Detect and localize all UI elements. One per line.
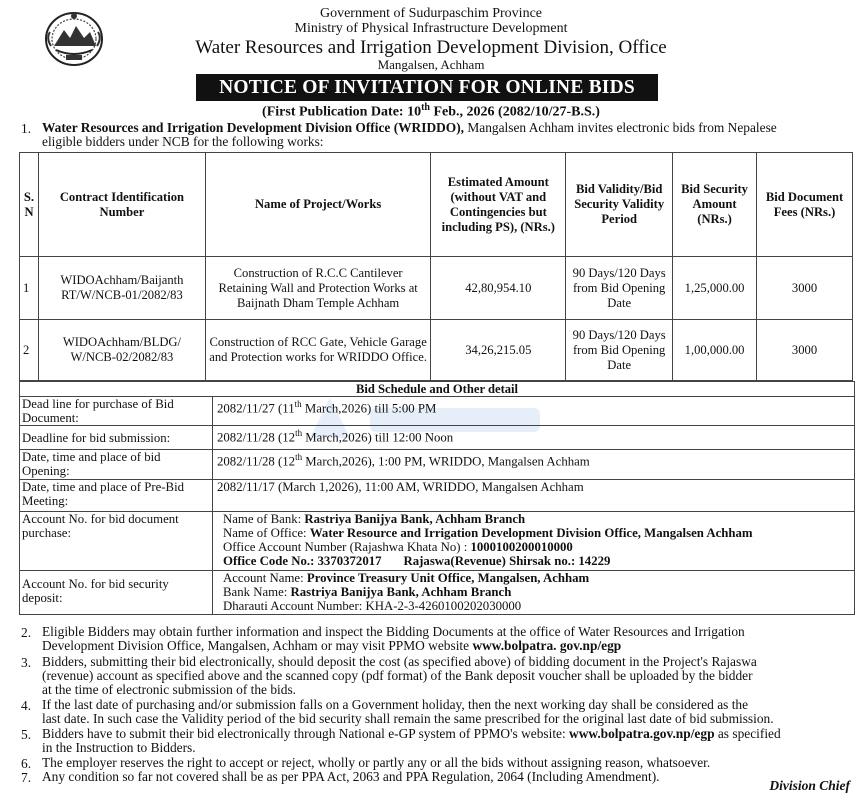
ministry-line: Ministry of Physical Infrastructure Development xyxy=(294,21,568,36)
schedule-table xyxy=(19,396,855,615)
row-bid-security: 1,25,000.00 xyxy=(673,257,757,320)
header-sn: S. N xyxy=(20,153,39,257)
note-item: Any condition so far not covered shall be as per PPA Act, 2063 and PPA Regulation, 2064 (Including Amendment). xyxy=(42,769,660,784)
header-document-fees: Bid Document Fees (NRs.) xyxy=(757,153,853,257)
header-project-name: Name of Project/Works xyxy=(205,153,431,257)
publication-date: (First Publication Date: 10th Feb., 2026 (2082/10/27-B.S.) xyxy=(262,102,600,120)
row-sn: 2 xyxy=(20,320,39,381)
notice-title: NOTICE OF INVITATION FOR ONLINE BIDS xyxy=(196,74,658,101)
row-bid-validity: 90 Days/120 Days from Bid Opening Date xyxy=(566,320,673,381)
note-number: 2. xyxy=(21,625,32,640)
note-item: If the last date of purchasing and/or submission falls on a Government holiday, then the next working day shall be considered as the last date. In such case the Validity period of the bid security shall remain the same prescribed for the original last date of bid submission. xyxy=(42,697,774,726)
intro-number: 1. xyxy=(21,121,32,136)
row-bid-validity: 90 Days/120 Days from Bid Opening Date xyxy=(566,257,673,320)
note-item: Eligible Bidders may obtain further information and inspect the Bidding Documents at the office of Water Resources and Irrigation Development Division Office, Mangalsen, Achham or may visit PPMO website www.bolpatra. gov.np/egp xyxy=(42,624,745,653)
office-location: Mangalsen, Achham xyxy=(377,57,485,72)
row-bid-security: 1,00,000.00 xyxy=(673,320,757,381)
note-number: 5. xyxy=(21,727,32,742)
row-estimated-amount: 34,26,215.05 xyxy=(431,320,566,381)
schedule-label: Dead line for purchase of Bid Document: xyxy=(20,397,213,426)
row-project-name: Construction of RCC Gate, Vehicle Garage and Protection works for WRIDDO Office. xyxy=(205,320,431,381)
row-document-fees: 3000 xyxy=(757,320,853,381)
signature-title: Division Chief xyxy=(769,778,850,793)
header-bid-security: Bid Security Amount (NRs.) xyxy=(673,153,757,257)
header-estimated-amount: Estimated Amount (without VAT and Contingencies but including PS), (NRs.) xyxy=(431,153,566,257)
schedule-row-document-account xyxy=(20,512,855,571)
schedule-row-submission-deadline xyxy=(20,426,855,450)
note-number: 4. xyxy=(21,698,32,713)
schedule-title: Bid Schedule and Other detail xyxy=(19,381,855,397)
schedule-label: Deadline for bid submission: xyxy=(20,426,213,450)
schedule-value: 2082/11/27 (11th March,2026) till 5:00 PM xyxy=(213,397,855,426)
schedule-label: Date, time and place of bid Opening: xyxy=(20,450,213,480)
table-row xyxy=(20,320,853,381)
government-line: Government of Sudurpaschim Province xyxy=(319,6,542,21)
table-row xyxy=(20,257,853,320)
schedule-value: Account Name: Province Treasury Unit Office, Mangalsen, Achham Bank Name: Rastriya Banijya Bank, Achham Branch Dharauti Account Number: KHA-2-3-4260100202030000 xyxy=(213,571,855,615)
row-estimated-amount: 42,80,954.10 xyxy=(431,257,566,320)
row-sn: 1 xyxy=(20,257,39,320)
note-number: 3. xyxy=(21,655,32,670)
schedule-label: Account No. for bid security deposit: xyxy=(20,571,213,615)
schedule-row-prebid xyxy=(20,480,855,512)
note-number: 7. xyxy=(21,770,32,785)
header-contract-id: Contract Identification Number xyxy=(38,153,205,257)
table-header-row xyxy=(20,153,853,257)
note-item: The employer reserves the right to accept or reject, wholly or partly any or all the bids without assigning reason, whatsoever. xyxy=(42,755,711,770)
schedule-row-bid-opening xyxy=(20,450,855,480)
intro-paragraph: Water Resources and Irrigation Development Division Office (WRIDDO), Mangalsen Achham invites electronic bids from Nepalese eligible bidders under NCB for the following works: xyxy=(42,120,777,149)
row-contract-id: WIDOAchham/Baijanth RT/W/NCB-01/2082/83 xyxy=(38,257,205,320)
row-contract-id: WIDOAchham/BLDG/ W/NCB-02/2082/83 xyxy=(38,320,205,381)
row-project-name: Construction of R.C.C Cantilever Retaining Wall and Protection Works at Baijnath Dham Temple Achham xyxy=(205,257,431,320)
works-table xyxy=(19,152,853,381)
schedule-row-purchase-deadline xyxy=(20,397,855,426)
office-name: Water Resources and Irrigation Development Division, Office xyxy=(195,37,667,58)
schedule-value: 2082/11/28 (12th March,2026), 1:00 PM, WRIDDO, Mangalsen Achham xyxy=(213,450,855,480)
schedule-value: 2082/11/28 (12th March,2026) till 12:00 Noon xyxy=(213,426,855,450)
schedule-row-security-account xyxy=(20,571,855,615)
schedule-label: Date, time and place of Pre-Bid Meeting: xyxy=(20,480,213,512)
schedule-value: Name of Bank: Rastriya Banijya Bank, Achham Branch Name of Office: Water Resource and Irrigation Development Division Office, Mangalsen Achham Office Account Number (Rajashwa Khata No) : 1000100200010000 Office Code No.: 3370372017 Rajaswa(Revenue) Shirsak no.: 14229 xyxy=(213,512,855,571)
schedule-value: 2082/11/17 (March 1,2026), 11:00 AM, WRIDDO, Mangalsen Achham xyxy=(213,480,855,512)
note-item: Bidders have to submit their bid electronically through National e-GP system of PPMO's website: www.bolpatra.gov.np/egp as specified in the Instruction to Bidders. xyxy=(42,726,781,755)
note-number: 6. xyxy=(21,756,32,771)
header-bid-validity: Bid Validity/Bid Security Validity Period xyxy=(566,153,673,257)
schedule-label: Account No. for bid document purchase: xyxy=(20,512,213,571)
row-document-fees: 3000 xyxy=(757,257,853,320)
note-item: Bidders, submitting their bid electronically, should deposit the cost (as specified above) of bidding document in the Project's Rajaswa (revenue) account as specified above and the scanned copy (pdf format) of the Bank deposit voucher shall be uploaded by the bidder at the time of electronic submission of the bids. xyxy=(42,654,757,697)
